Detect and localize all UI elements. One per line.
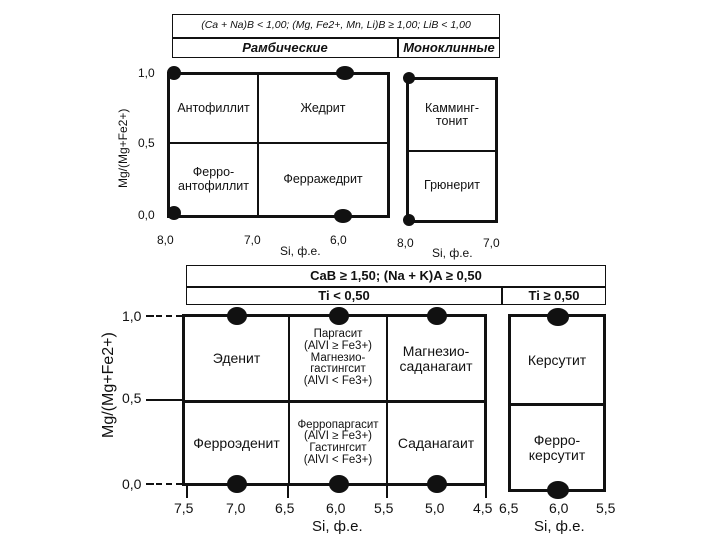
bottom-ti-high: Ti ≥ 0,50 (502, 287, 606, 305)
bottom-x-tick: 4,5 (473, 500, 493, 516)
bottom-x-tick: 6,0 (326, 500, 346, 516)
bottom-x-axis-label-right: Si, ф.е. (534, 518, 585, 535)
top-endmember-dot (336, 66, 354, 80)
top-x-tick: 7,0 (244, 233, 261, 247)
ferrokaersutite-cell: Ферро- керсутит (528, 431, 586, 463)
top-x-axis-label-right: Si, ф.е. (432, 246, 473, 260)
bottom-endmember-dot (427, 475, 447, 493)
bottom-y-tick-1: 1,0 (122, 308, 142, 324)
top-x-tick: 6,0 (330, 233, 347, 247)
top-y-tick-0: 0,0 (138, 208, 155, 222)
top-group-rhombic: Рамбические (172, 38, 398, 58)
top-endmember-dot (403, 72, 415, 84)
top-y-tick-05: 0,5 (138, 136, 155, 150)
bottom-condition-header: CaB ≥ 1,50; (Na + K)A ≥ 0,50 (186, 265, 606, 287)
top-endmember-dot (167, 66, 181, 80)
bottom-endmember-dot (427, 307, 447, 325)
bottom-y-tick-0: 0,0 (122, 476, 142, 492)
cummingtonite-cell: Камминг- тонит (424, 100, 480, 128)
top-group-monoclinic: Моноклинные (398, 38, 500, 58)
bottom-ti-low-field (182, 314, 487, 486)
magnesio-sadanagaite-cell: Магнезио- саданагаит (399, 342, 473, 374)
top-x-tick: 8,0 (397, 236, 414, 250)
kaersutite-cell: Керсутит (527, 351, 587, 368)
pargasite-cell: Паргасит (AlVI ≥ Fe3+) Магнезио- гастингсит (AlVI < Fe3+) (303, 328, 373, 388)
bottom-x-tick: 6,0 (549, 500, 569, 516)
bottom-y-tick-05: 0,5 (122, 390, 142, 406)
bottom-endmember-dot (227, 475, 247, 493)
bottom-x-tick: 7,5 (174, 500, 194, 516)
top-x-axis-label-left: Si, ф.е. (280, 244, 321, 258)
bottom-endmember-dot (227, 307, 247, 325)
bottom-x-tick: 5,5 (596, 500, 616, 516)
bottom-x-tick: 5,5 (374, 500, 394, 516)
bottom-ti-high-field (508, 314, 606, 492)
bottom-endmember-dot (329, 307, 349, 325)
edenite-cell: Эденит (212, 350, 261, 367)
ferrogedrite-cell: Ферражедрит (283, 171, 363, 186)
grunerite-cell: Грюнерит (424, 178, 480, 193)
bottom-endmember-dot (547, 308, 569, 326)
gedrite-cell: Жедрит (300, 100, 346, 115)
bottom-x-tick: 6,5 (499, 500, 519, 516)
ferro-anthophyllite-cell: Ферро- антофиллит (178, 165, 249, 193)
bottom-x-axis-label-left: Si, ф.е. (312, 518, 363, 535)
top-y-tick-1: 1,0 (138, 66, 155, 80)
top-condition-header: (Ca + Na)B < 1,00; (Mg, Fe2+, Mn, Li)B ≥ 1,00; LiB < 1,00 (172, 14, 500, 38)
bottom-x-tick: 6,5 (275, 500, 295, 516)
bottom-x-tick: 7,0 (226, 500, 246, 516)
bottom-y-axis-label: Mg/(Mg+Fe2+) (100, 332, 117, 438)
top-endmember-dot (334, 209, 352, 223)
ferropargasite-cell: Ферропаргасит (AlVI ≥ Fe3+) Гастингсит (AlVI < Fe3+) (297, 418, 379, 466)
bottom-x-tick: 5,0 (425, 500, 445, 516)
top-monoclinic-field (406, 77, 498, 223)
top-x-tick: 8,0 (157, 233, 174, 247)
top-endmember-dot (403, 214, 415, 226)
ferroedenite-cell: Ферроэденит (193, 434, 280, 451)
top-rhombic-field (167, 72, 390, 218)
top-y-axis-label: Mg/(Mg+Fe2+) (116, 108, 130, 188)
bottom-ti-low: Ti < 0,50 (186, 287, 502, 305)
top-x-tick: 7,0 (483, 236, 500, 250)
top-endmember-dot (167, 206, 181, 220)
anthophyllite-cell: Антофиллит (177, 100, 250, 115)
bottom-endmember-dot (547, 481, 569, 499)
bottom-endmember-dot (329, 475, 349, 493)
sadanagaite-cell: Саданагаит (397, 434, 475, 451)
